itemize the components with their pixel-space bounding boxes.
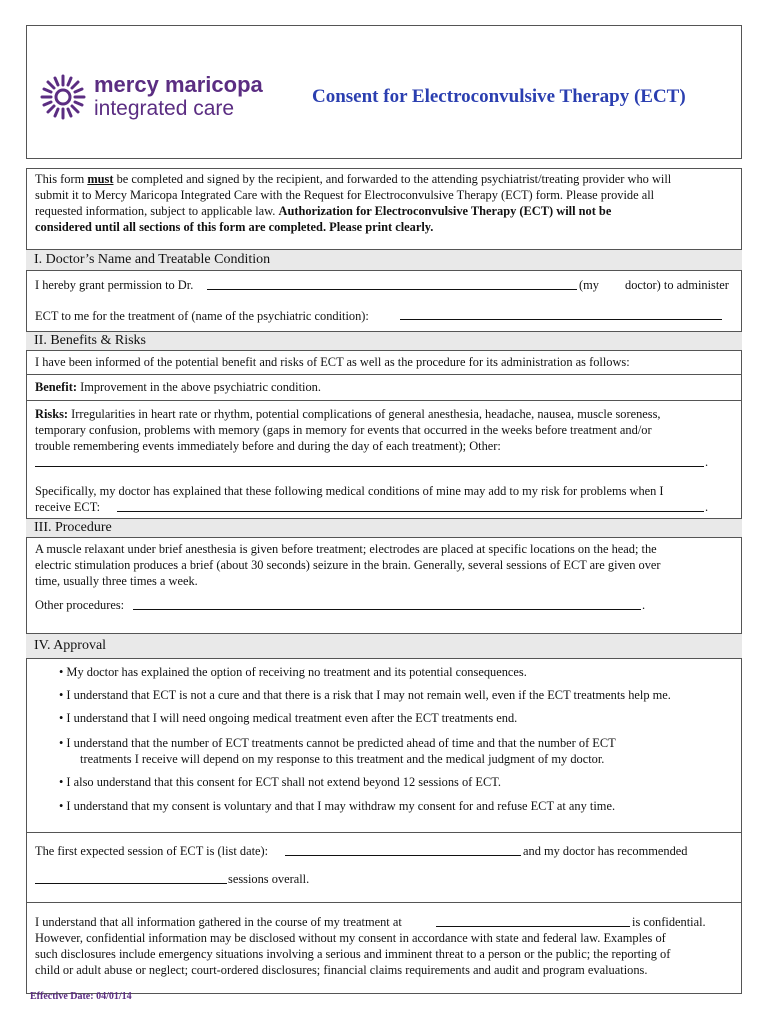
first-session-label: The first expected session of ECT is (list date):	[35, 844, 269, 858]
divider	[26, 832, 742, 833]
page-title: Consent for Electroconvulsive Therapy (ECT)	[312, 86, 686, 107]
effective-date: Effective Date: 04/01/14	[30, 991, 132, 1002]
confidential-line-1-b: is confidential.	[632, 915, 706, 929]
approval-bullet-2: • I understand that ECT is not a cure and that there is a risk that I may not remain well, even if the ECT treatments help me.	[59, 688, 671, 702]
approval-bullet-6: • I understand that my consent is voluntary and that I may withdraw my consent for and refuse ECT at any time.	[59, 799, 616, 813]
benefit-line: Benefit: Improvement in the above psychiatric condition.	[35, 380, 321, 394]
approval-bullet-4-cont: treatments I receive will depend on my response to this treatment and the medical judgment of my doctor.	[80, 752, 605, 766]
risks-line-3: trouble remembering events immediately before and during the day of each treatment); Other:	[35, 439, 501, 453]
confidential-line-4: child or adult abuse or neglect; court-ordered disclosures; financial claims requirements and audit and program evaluations.	[35, 963, 648, 977]
first-session-date-field[interactable]	[285, 855, 521, 856]
divider	[26, 374, 742, 375]
procedure-line-1: A muscle relaxant under brief anesthesia is given before treatment; electrodes are placed at specific locations on the head; the	[35, 542, 657, 556]
confidential-line-3: such disclosures include emergency situations involving a serious and imminent threat to a person or the public; the reporting of	[35, 947, 671, 961]
divider	[26, 902, 742, 903]
approval-bullet-1: • My doctor has explained the option of receiving no treatment and its potential consequences.	[59, 665, 527, 679]
divider	[26, 400, 742, 401]
procedure-line-2: electric stimulation produces a brief (about 30 seconds) seizure in the brain. Generally, several sessions of ECT are given over	[35, 558, 661, 572]
conditions-field[interactable]	[117, 511, 704, 512]
other-procedures-field[interactable]	[133, 609, 641, 610]
recommended-label: and my doctor has recommended	[523, 844, 688, 858]
logo-name: mercy maricopa	[94, 72, 263, 97]
risks-period: .	[705, 455, 709, 469]
section-1-line-2: ECT to me for the treatment of (name of the psychiatric condition):	[35, 309, 369, 323]
doctor-name-field[interactable]	[207, 289, 577, 290]
risks-line-2: temporary confusion, problems with memory (gaps in memory for events that occurred in the weeks before treatment and/or	[35, 423, 652, 437]
other-procedures-label: Other procedures:	[35, 598, 125, 612]
approval-bullet-4: • I understand that the number of ECT treatments cannot be predicted ahead of time and that the number of ECT	[59, 736, 616, 750]
section-2-heading: II. Benefits & Risks	[26, 331, 742, 351]
intro-line-4: considered until all sections of this form are completed. Please print clearly.	[35, 220, 434, 234]
section-3-heading: III. Procedure	[26, 518, 742, 538]
procedure-line-3: time, usually three times a week.	[35, 574, 198, 588]
sessions-count-field[interactable]	[35, 883, 227, 884]
other-procedures-period: .	[642, 598, 646, 612]
approval-bullet-3: • I understand that I will need ongoing medical treatment even after the ECT treatments end.	[59, 711, 518, 725]
intro-line-1: This form must be completed and signed by the recipient, and forwarded to the attending psychiatrist/treating provider who will	[35, 172, 672, 186]
sessions-overall-label: sessions overall.	[228, 872, 310, 886]
approval-bullet-5: • I also understand that this consent for ECT shall not extend beyond 12 sessions of ECT.	[59, 775, 501, 789]
section-1-doctor-administer: doctor) to administer	[625, 278, 729, 292]
section-1-line-1: I hereby grant permission to Dr.	[35, 278, 194, 292]
section-1-my: (my	[579, 278, 599, 292]
intro-line-3: requested information, subject to applicable law. Authorization for Electroconvulsive Therapy (ECT) will not be	[35, 204, 612, 218]
confidential-line-1-a: I understand that all information gathered in the course of my treatment at	[35, 915, 402, 929]
logo-sun-icon	[38, 72, 88, 122]
section-2-informed: I have been informed of the potential benefit and risks of ECT as well as the procedure for its administration as follows:	[35, 355, 630, 369]
specifically-line-2: receive ECT:	[35, 500, 101, 514]
specifically-period: .	[705, 500, 709, 514]
condition-field[interactable]	[400, 319, 722, 320]
facility-field[interactable]	[436, 926, 630, 927]
section-4-heading: IV. Approval	[26, 633, 742, 659]
logo-subtitle: integrated care	[94, 97, 235, 120]
confidential-line-2: However, confidential information may be disclosed without my consent in accordance with state and federal law. Examples of	[35, 931, 666, 945]
risks-line-1: Risks: Irregularities in heart rate or rhythm, potential complications of general anesthesia, headache, nausea, muscle soreness,	[35, 407, 661, 421]
specifically-line-1: Specifically, my doctor has explained that these following medical conditions of mine may add to my risk for problems when I	[35, 484, 664, 498]
risks-other-field[interactable]	[35, 466, 704, 467]
section-1-heading: I. Doctor’s Name and Treatable Condition	[26, 249, 742, 271]
intro-line-2: submit it to Mercy Maricopa Integrated Care with the Request for Electroconvulsive Therapy (ECT) form. Please provide all	[35, 188, 655, 202]
